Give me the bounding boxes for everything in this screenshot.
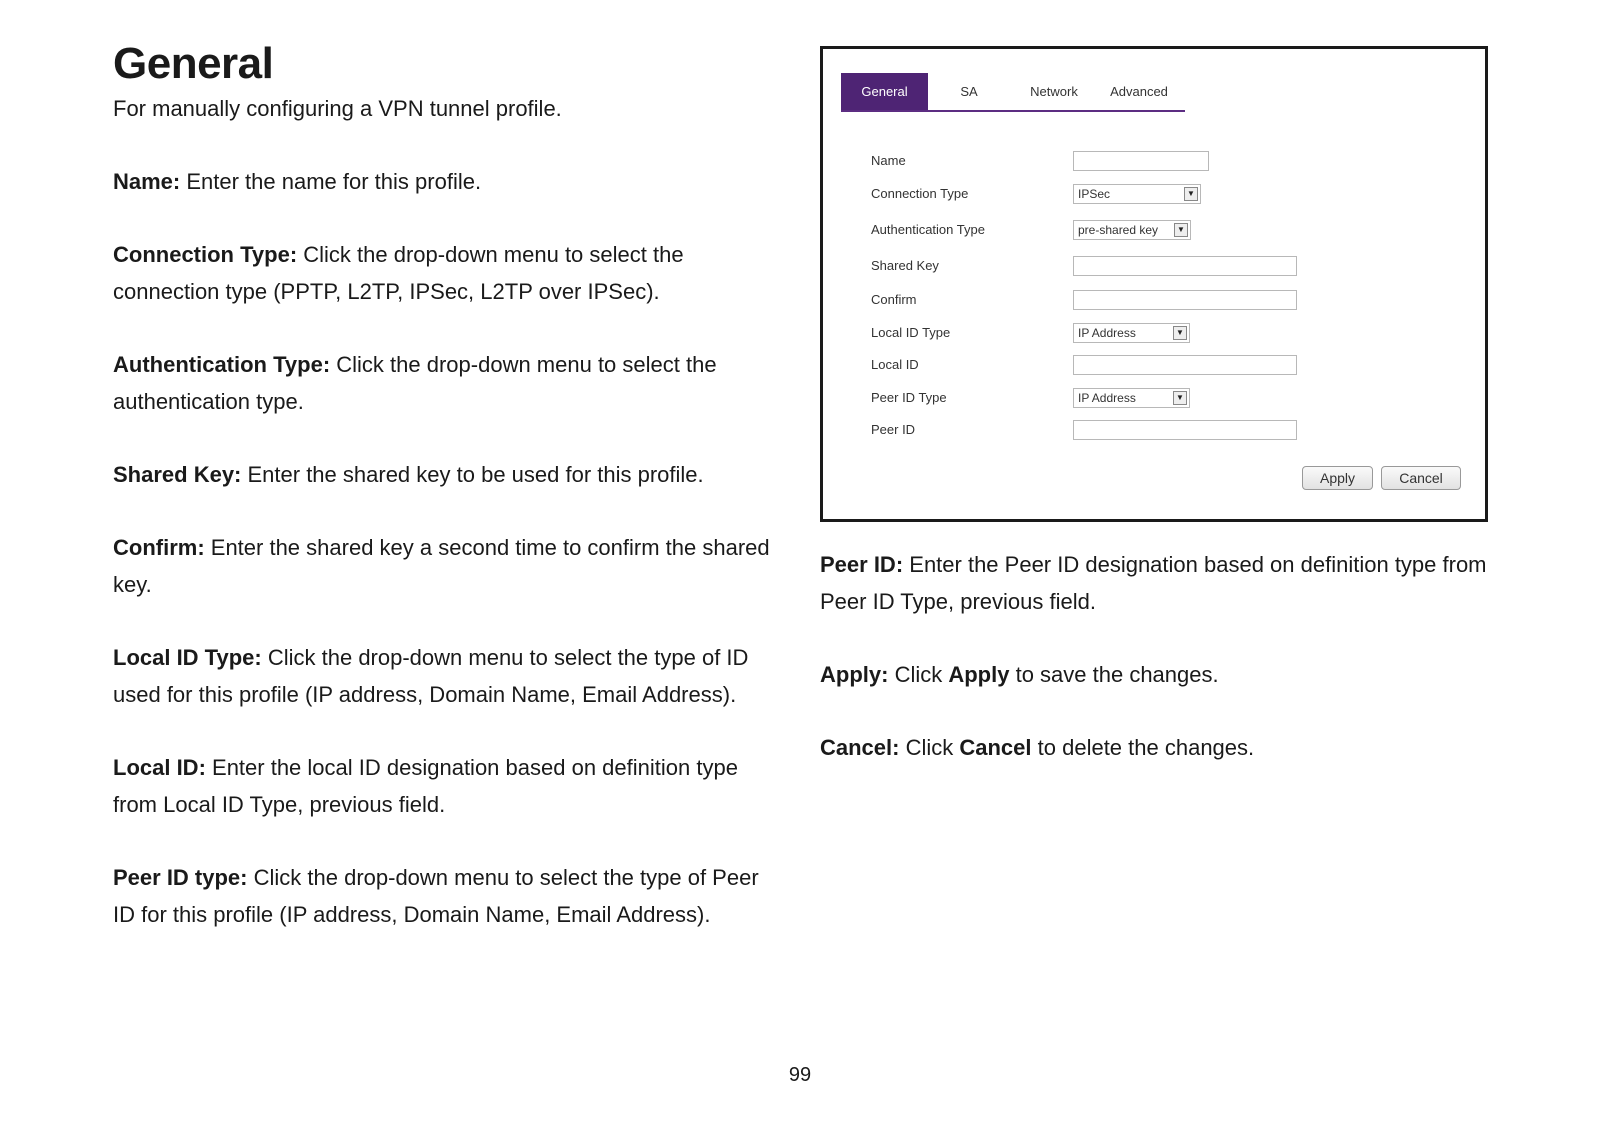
desc-bold: Apply bbox=[948, 662, 1010, 687]
term: Shared Key: bbox=[113, 462, 242, 487]
confirm-input[interactable] bbox=[1073, 290, 1297, 310]
selected-value: IPSec bbox=[1078, 187, 1111, 201]
desc-peer-id bbox=[820, 546, 1500, 620]
desc-confirm bbox=[113, 529, 773, 603]
desc-pre: Click bbox=[888, 662, 949, 687]
desc-bold: Cancel bbox=[959, 735, 1032, 760]
desc: Click the drop-down menu to select the connection type (PPTP, L2TP, IPSec, L2TP over IPSec). bbox=[113, 242, 684, 304]
term: Local ID: bbox=[113, 755, 206, 780]
desc: Enter the shared key to be used for this profile. bbox=[241, 462, 704, 487]
cancel-button[interactable]: Cancel bbox=[1381, 466, 1461, 490]
desc: Click the drop-down menu to select the type of Peer ID for this profile (IP address, Domain Name, Email Address). bbox=[113, 865, 759, 927]
vpn-settings-screenshot bbox=[820, 46, 1488, 522]
tab-bar bbox=[841, 73, 1185, 112]
connection-type-label: Connection Type bbox=[871, 186, 969, 201]
chevron-down-icon: ▼ bbox=[1174, 223, 1188, 237]
tab-general[interactable]: General bbox=[841, 73, 928, 110]
selected-value: pre-shared key bbox=[1078, 223, 1159, 237]
peer-id-type-select[interactable] bbox=[1073, 388, 1190, 408]
page-number: 99 bbox=[788, 1064, 812, 1086]
term: Confirm: bbox=[113, 535, 205, 560]
desc-pre: Click bbox=[899, 735, 960, 760]
desc: Click the drop-down menu to select the type of ID used for this profile (IP address, Domain Name, Email Address). bbox=[113, 645, 749, 707]
left-column bbox=[113, 38, 773, 969]
selected-value: IP Address bbox=[1078, 326, 1136, 340]
shared-key-input[interactable] bbox=[1073, 256, 1297, 276]
selected-value: IP Address bbox=[1078, 391, 1136, 405]
chevron-down-icon: ▼ bbox=[1173, 326, 1187, 340]
chevron-down-icon: ▼ bbox=[1184, 187, 1198, 201]
right-column bbox=[820, 46, 1500, 802]
desc-authentication-type bbox=[113, 346, 773, 420]
desc-post: to save the changes. bbox=[1009, 662, 1219, 687]
auth-type-select[interactable] bbox=[1073, 220, 1191, 240]
auth-type-label: Authentication Type bbox=[871, 222, 985, 237]
desc-apply bbox=[820, 656, 1500, 693]
term: Local ID Type: bbox=[113, 645, 262, 670]
term: Cancel: bbox=[820, 735, 900, 760]
local-id-type-select[interactable] bbox=[1073, 323, 1190, 343]
term: Name: bbox=[113, 169, 181, 194]
apply-button[interactable]: Apply bbox=[1302, 466, 1373, 490]
name-input[interactable] bbox=[1073, 151, 1209, 171]
right-descriptions bbox=[820, 546, 1500, 766]
tab-advanced[interactable]: Advanced bbox=[1110, 84, 1168, 99]
desc-local-id-type bbox=[113, 639, 773, 713]
desc: Click the drop-down menu to select the authentication type. bbox=[113, 352, 717, 414]
tab-sa[interactable]: SA bbox=[960, 84, 978, 99]
desc: Enter the shared key a second time to confirm the shared key. bbox=[113, 535, 770, 597]
desc-connection-type bbox=[113, 236, 773, 310]
local-id-input[interactable] bbox=[1073, 355, 1297, 375]
desc-peer-id-type bbox=[113, 859, 773, 933]
desc: Enter the local ID designation based on definition type from Local ID Type, previous field. bbox=[113, 755, 738, 817]
term: Authentication Type: bbox=[113, 352, 331, 377]
desc-shared-key bbox=[113, 456, 773, 493]
name-label: Name bbox=[871, 153, 906, 168]
term: Connection Type: bbox=[113, 242, 298, 267]
desc-name bbox=[113, 163, 773, 200]
connection-type-select[interactable] bbox=[1073, 184, 1201, 204]
intro-text: For manually configuring a VPN tunnel profile. bbox=[113, 96, 562, 121]
peer-id-input[interactable] bbox=[1073, 420, 1297, 440]
confirm-label: Confirm bbox=[871, 292, 917, 307]
term: Apply: bbox=[820, 662, 889, 687]
shared-key-label: Shared Key bbox=[871, 258, 939, 273]
peer-id-label: Peer ID bbox=[871, 422, 916, 437]
desc: Enter the Peer ID designation based on definition type from Peer ID Type, previous field. bbox=[820, 552, 1487, 614]
chevron-down-icon: ▼ bbox=[1173, 391, 1187, 405]
local-id-type-label: Local ID Type bbox=[871, 325, 951, 340]
desc-cancel bbox=[820, 729, 1500, 766]
term: Peer ID type: bbox=[113, 865, 248, 890]
page-title: General bbox=[113, 39, 274, 88]
term: Peer ID: bbox=[820, 552, 904, 577]
desc-local-id bbox=[113, 749, 773, 823]
desc: Enter the name for this profile. bbox=[180, 169, 482, 194]
local-id-label: Local ID bbox=[871, 357, 919, 372]
peer-id-type-label: Peer ID Type bbox=[871, 390, 947, 405]
tab-network[interactable]: Network bbox=[1030, 84, 1078, 99]
desc-post: to delete the changes. bbox=[1031, 735, 1255, 760]
